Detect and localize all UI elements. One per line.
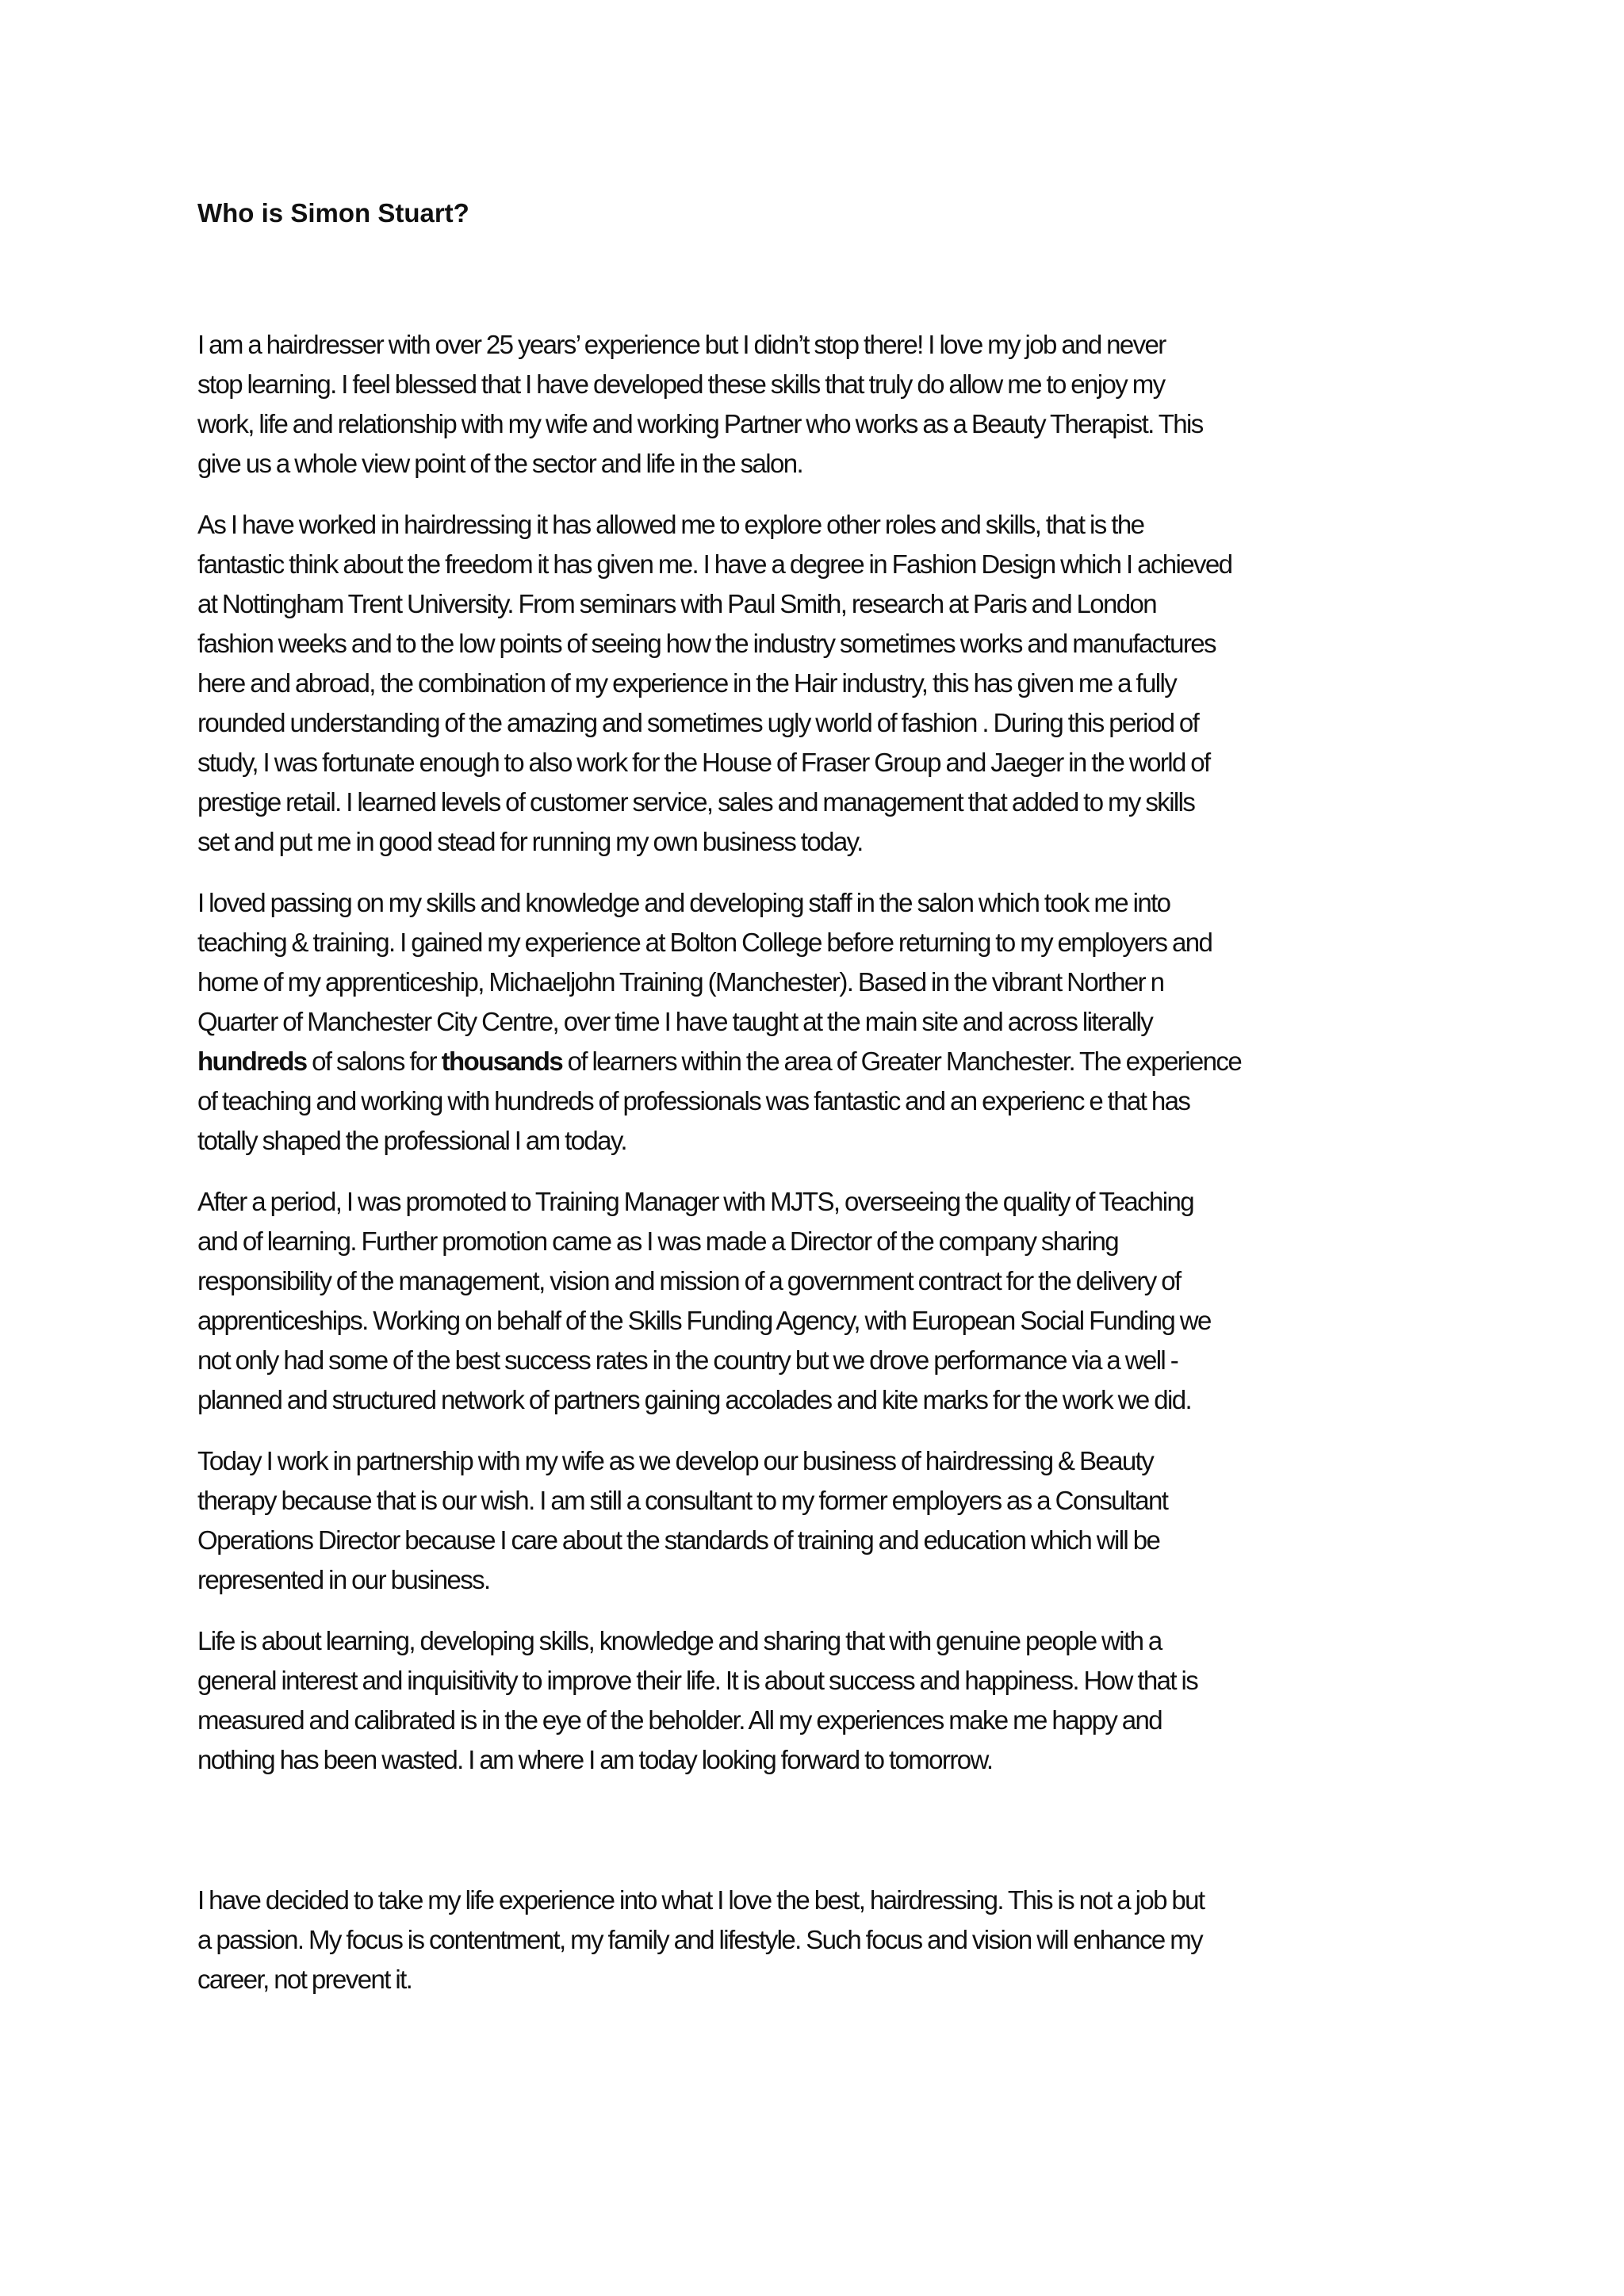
text-line: Life is about learning, developing skills, knowledge and sharing that with genuine people with a [197, 1626, 1162, 1655]
document-title: Who is Simon Stuart? [197, 198, 469, 228]
text-line: stop learning. I feel blessed that I have developed these skills that truly do allow me to enjoy my [197, 369, 1165, 399]
text-line: planned and structured network of partners gaining accolades and kite marks for the work we did. [197, 1385, 1192, 1414]
text-line: of teaching and working with hundreds of professionals was fantastic and an experienc e that has [197, 1086, 1190, 1115]
text-line: work, life and relationship with my wife and working Partner who works as a Beauty Therapist. This [197, 409, 1203, 438]
text-line: study, I was fortunate enough to also work for the House of Fraser Group and Jaeger in the world of [197, 748, 1210, 777]
inline-text: of salons for [306, 1047, 442, 1076]
text-line: Operations Director because I care about the standards of training and education which will be [197, 1525, 1160, 1555]
text-line-mixed [197, 1042, 1450, 1081]
text-line: home of my apprenticeship, Michaeljohn Training (Manchester). Based in the vibrant Norther n [197, 967, 1164, 997]
text-line: As I have worked in hairdressing it has allowed me to explore other roles and skills, that is the [197, 510, 1144, 539]
text-line: fashion weeks and to the low points of seeing how the industry sometimes works and manufactures [197, 629, 1216, 658]
text-line: here and abroad, the combination of my experience in the Hair industry, this has given me a fully [197, 668, 1177, 698]
text-line: Today I work in partnership with my wife as we develop our business of hairdressing & Beauty [197, 1446, 1154, 1475]
text-line: teaching & training. I gained my experience at Bolton College before returning to my employers and [197, 928, 1212, 957]
paragraph-intro [197, 325, 1450, 484]
text-line: represented in our business. [197, 1565, 490, 1594]
document-body [197, 193, 1450, 1999]
bold-text: thousands [441, 1047, 563, 1076]
text-line: and of learning. Further promotion came as I was made a Director of the company sharing [197, 1226, 1118, 1256]
text-line: general interest and inquisitivity to improve their life. It is about success and happiness. How that is [197, 1666, 1198, 1695]
text-line: not only had some of the best success rates in the country but we drove performance via a well - [197, 1345, 1178, 1375]
text-line: After a period, I was promoted to Training Manager with MJTS, overseeing the quality of Teaching [197, 1187, 1194, 1216]
text-line: responsibility of the management, vision and mission of a government contract for the delivery of [197, 1266, 1181, 1295]
text-line: fantastic think about the freedom it has given me. I have a degree in Fashion Design which I achieved [197, 549, 1232, 579]
text-line: I am a hairdresser with over 25 years’ experience but I didn’t stop there! I love my job and never [197, 330, 1166, 359]
paragraph-promotion [197, 1182, 1450, 1420]
text-line: nothing has been wasted. I am where I am today looking forward to tomorrow. [197, 1745, 993, 1774]
text-line: prestige retail. I learned levels of customer service, sales and management that added to my skills [197, 787, 1195, 817]
text-line: a passion. My focus is contentment, my family and lifestyle. Such focus and vision will enhance my [197, 1925, 1203, 1954]
text-line: measured and calibrated is in the eye of the beholder. All my experiences make me happy and [197, 1705, 1162, 1735]
text-line: totally shaped the professional I am today. [197, 1126, 626, 1155]
text-line: give us a whole view point of the sector and life in the salon. [197, 449, 803, 478]
text-line: set and put me in good stead for running my own business today. [197, 827, 863, 856]
paragraph-teaching [197, 883, 1450, 1161]
text-line: career, not prevent it. [197, 1965, 412, 1994]
text-line: apprenticeships. Working on behalf of the Skills Funding Agency, with European Social Funding we [197, 1306, 1211, 1335]
text-line: I loved passing on my skills and knowledge and developing staff in the salon which took me into [197, 888, 1170, 917]
bold-text: hundreds [197, 1047, 307, 1076]
paragraph-fashion [197, 505, 1450, 862]
paragraph-life [197, 1621, 1450, 1780]
text-line: Quarter of Manchester City Centre, over time I have taught at the main site and across literally [197, 1007, 1153, 1036]
text-line: therapy because that is our wish. I am still a consultant to my former employers as a Consultant [197, 1486, 1168, 1515]
paragraph-passion [197, 1881, 1450, 1999]
inline-text: of learners within the area of Greater Manchester. The experience [562, 1047, 1242, 1076]
text-line: I have decided to take my life experience into what I love the best, hairdressing. This is not a job but [197, 1885, 1205, 1915]
text-line: rounded understanding of the amazing and sometimes ugly world of fashion . During this period of [197, 708, 1199, 737]
text-line: at Nottingham Trent University. From seminars with Paul Smith, research at Paris and London [197, 589, 1157, 618]
paragraph-today [197, 1441, 1450, 1600]
